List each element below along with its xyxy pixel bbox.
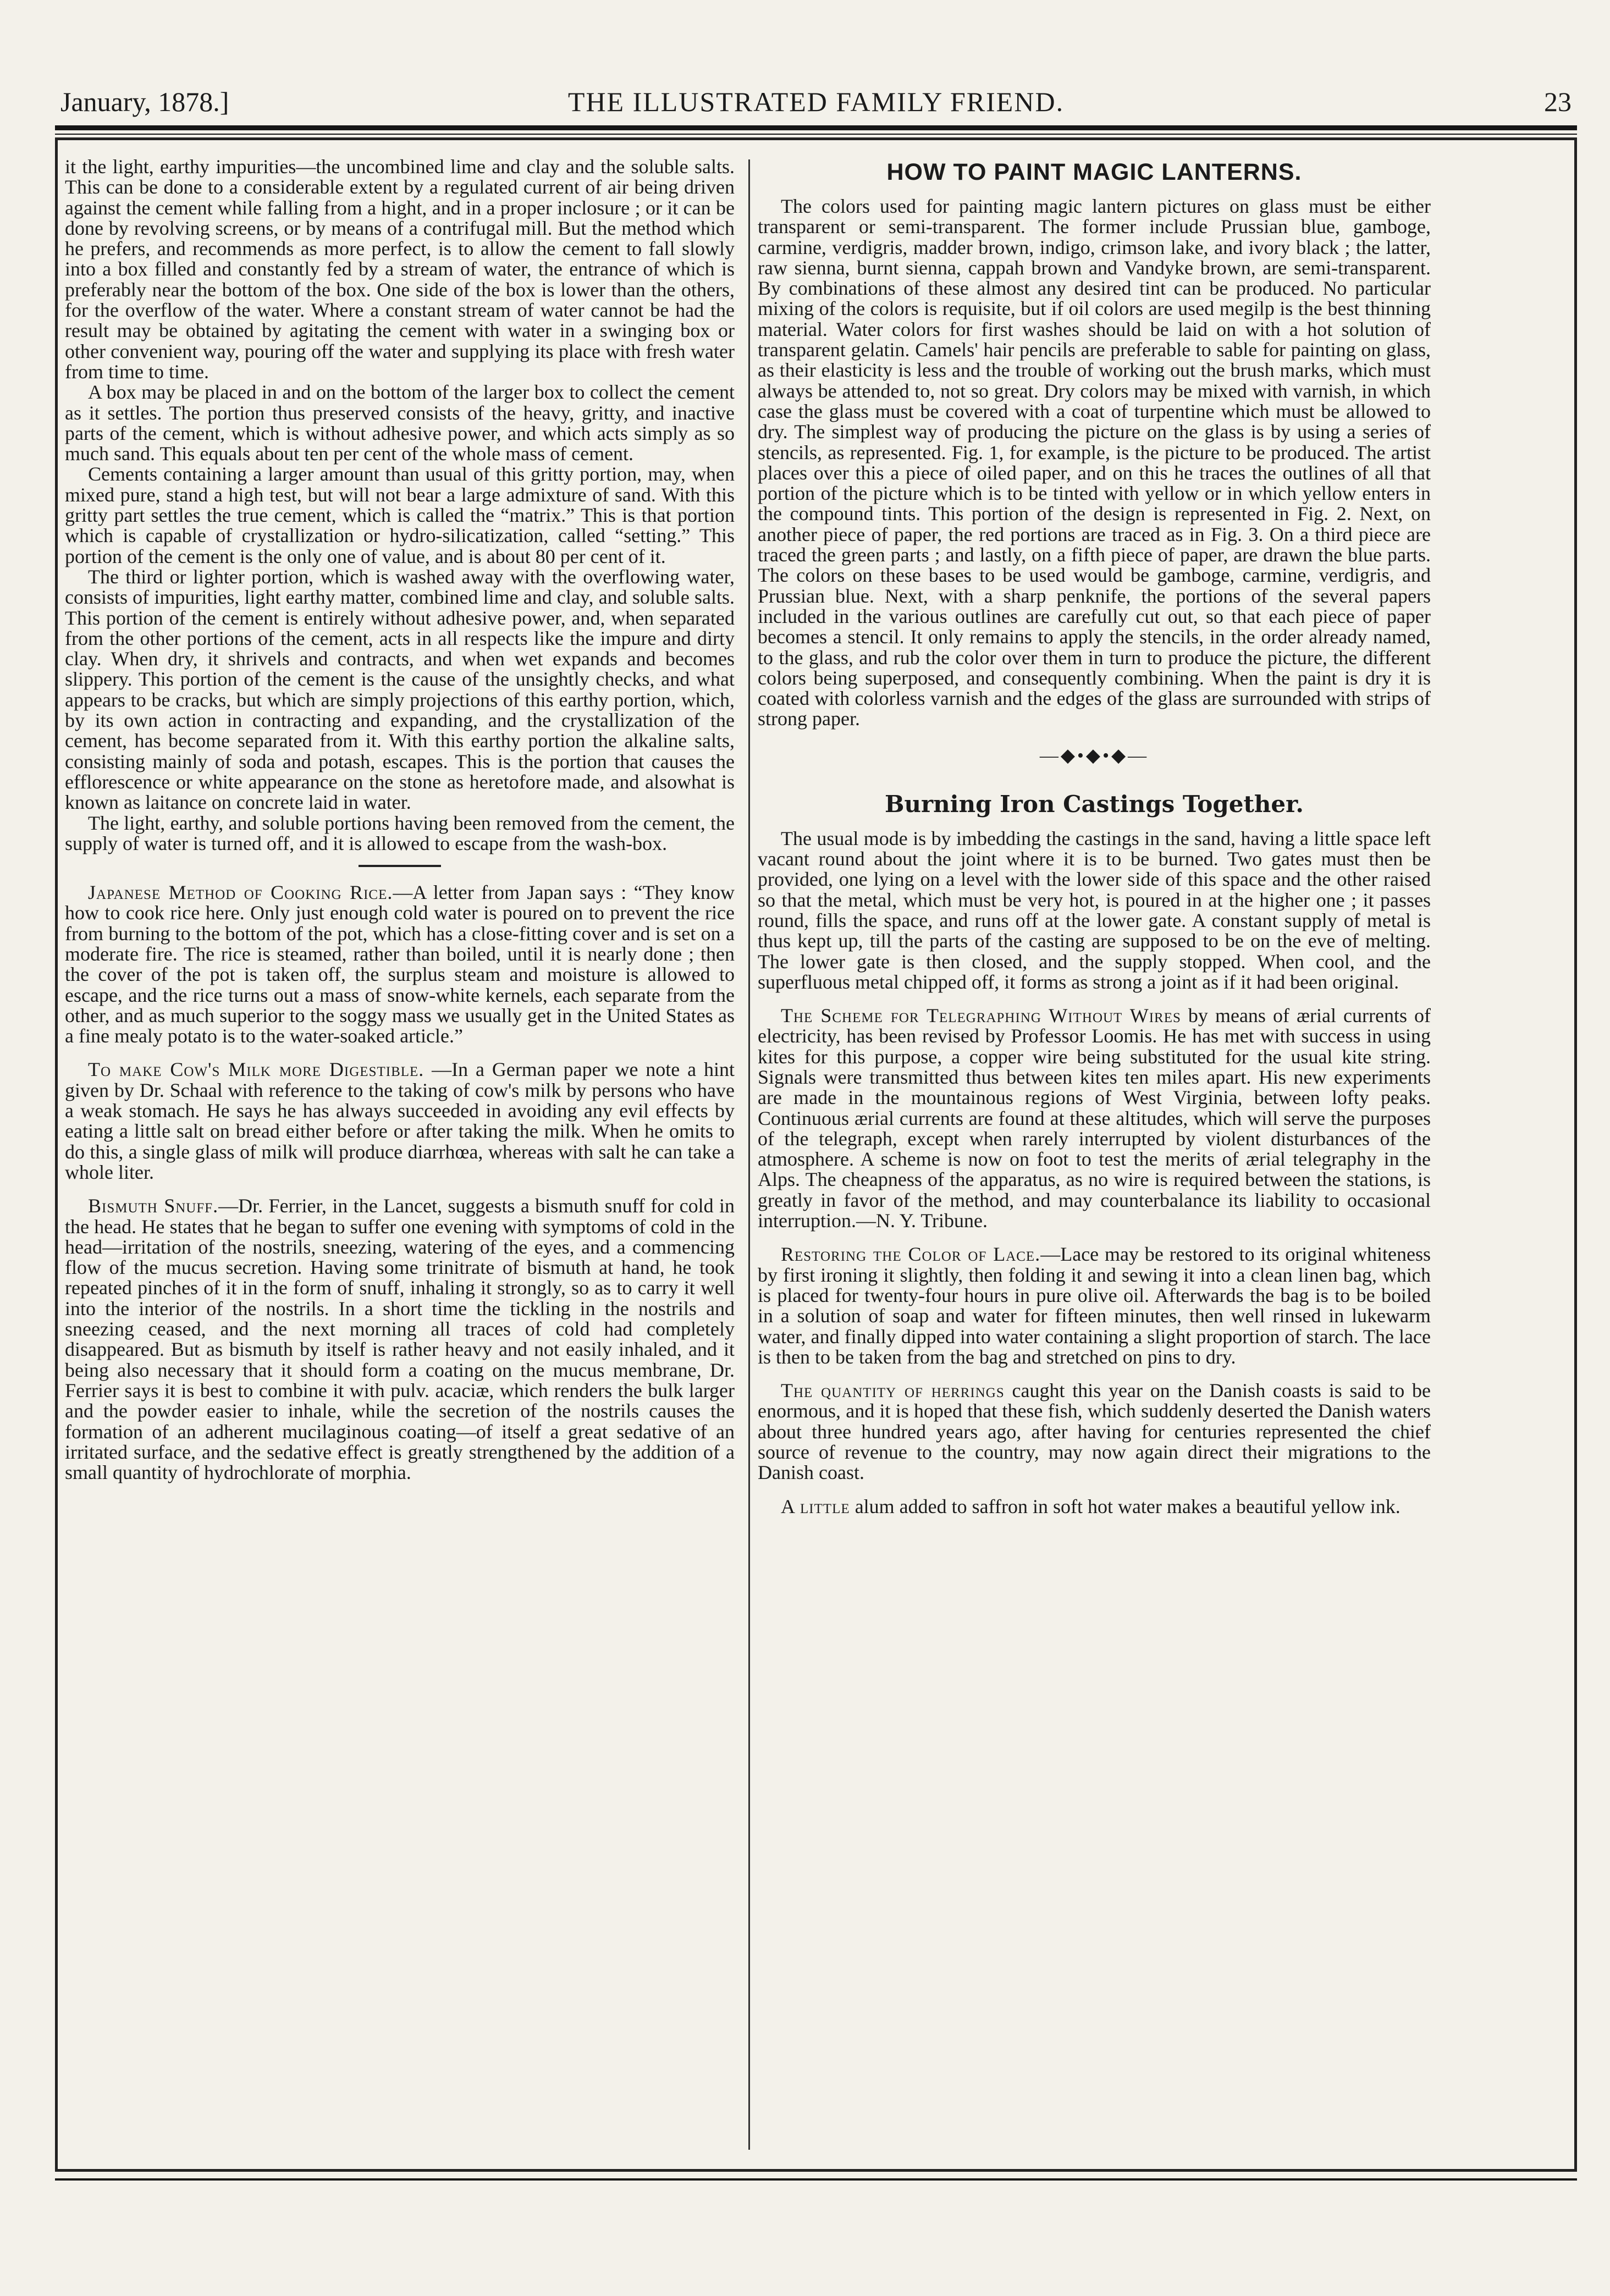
bismuth-article	[65, 1196, 735, 1483]
magic-lantern-heading: HOW TO PAINT MAGIC LANTERNS.	[886, 159, 1302, 185]
ornamental-divider: —◆•◆•◆—	[1039, 745, 1149, 766]
alum-article	[758, 1497, 1431, 1517]
telegraph-title: The Scheme for Telegraphing Without Wires	[781, 1004, 1181, 1027]
footer-rule	[55, 2178, 1577, 2181]
herrings-title: The quantity of herrings	[781, 1379, 1005, 1402]
spacer	[758, 1231, 1431, 1244]
section-divider-rule	[359, 865, 441, 867]
cement-paragraph-2: A box may be placed in and on the bottom of the larger box to collect the cement as it settles. The portion thus preserved consists of the heavy, gritty, and inactive parts of the cement, which is without adhesive power, and which acts simply as so much sand. This equals about ten per cent of the whole mass of cement.	[65, 381, 735, 465]
left-column	[65, 157, 735, 1483]
cement-paragraph-3: Cements containing a larger amount than usual of this gritty portion, may, when mixed pure, stand a high test, but will not bear a large admixture of sand. With this gritty part settles the true cement, which is called the “matrix.” This is that portion which is capable of crystallization or hydro-silicatization, called “setting.” This portion of the cement is the only one of value, and is about 80 per cent of it.	[65, 463, 735, 567]
herrings-article	[758, 1381, 1431, 1483]
telegraph-article	[758, 1006, 1431, 1231]
rice-title: Japanese Method of Cooking Rice.	[88, 881, 393, 904]
right-column	[758, 157, 1431, 1517]
running-head	[60, 82, 1572, 121]
issue-date: January, 1878.]	[60, 86, 229, 117]
bismuth-body: —Dr. Ferrier, in the Lancet, suggests a bismuth snuff for cold in the head. He states that he began to suffer one evening with symptoms of cold in the head—irritation of the nostrils, sneezing, watering of the eyes, and a commencing flow of the mucus secretion. Having some trinitrate of bismuth at hand, he took repeated pinches of it in the form of snuff, inhaling it strongly, so as to carry it well into the interior of the nostrils. In a short time the tickling in the nostrils and sneezing ceased, and the next morning all traces of cold had completely disappeared. But as bismuth by itself is rather heavy and not easily inhaled, and it being also necessary that it should form a coating on the mucus membrane, Dr. Ferrier says it is best to combine it with pulv. acaciæ, which renders the bulk larger and the powder easier to inhale, while the secretion of the nostrils causes the formation of an adherent mucilaginous coating—of itself a great sedative of an irritated surface, and the sedative effect is greatly strengthened by the addition of a small quantity of hydrochlorate of morphia.	[65, 1195, 735, 1484]
magic-lantern-body: The colors used for painting magic lantern pictures on glass must be either transparent or semi-transparent. The former include Prussian blue, gamboge, carmine, verdigris, madder brown, indigo, crimson lake, and ivory black ; the latter, raw sienna, burnt sienna, cappah brown and Vandyke brown, are semi-transparent. By combinations of these almost any desired tint can be produced. No particular mixing of the colors is requisite, but if oil colors are used megilp is the best thinning material. Water colors for first washes should be laid on with a hot solution of transparent gelatin. Camels' hair pencils are preferable to sable for painting on glass, as their elasticity is less and the trouble of working out the brush marks, which must always be attended to, not so great. Dry colors may be mixed with varnish, in which case the glass must be covered with a coat of turpentine which must be allowed to dry. The simplest way of producing the picture on the glass is by using a series of stencils, as represented. Fig. 1, for example, is the picture to be produced. The artist places over this a piece of oiled paper, and on this he traces the outlines of all that portion of the picture which is to be tinted with yellow or in which yellow enters in the compound tints. This portion of the design is represented in Fig. 2. Next, on another piece of paper, the red portions are traced as in Fig. 3. On a third piece are traced the green parts ; and lastly, on a fifth piece of paper, are drawn the blue parts. The colors on these bases to be used would be gamboge, carmine, verdigris, and Prussian blue. Next, with a sharp penknife, the portions of the several papers included in the various outlines are carefully cut out, so that each piece of paper becomes a stencil. It only remains to apply the stencils, in the order already named, to the glass, and rub the color over them in turn to produce the picture, the different colors being superposed, and consequently combining. When the paint is dry it is coated with colorless varnish and the edges of the glass are surrounded with strips of strong paper.	[758, 195, 1431, 730]
lace-article	[758, 1244, 1431, 1367]
lace-body: —Lace may be restored to its original whiteness by first ironing it slightly, then folding it and sewing it into a clean linen bag, which is placed for twenty-four hours in pure olive oil. Afterwards the bag is to be boiled in a solution of soap and water for fifteen minutes, then well rinsed in lukewarm water, and finally dipped into water containing a slight proportion of starch. The lace is then to be taken from the bag and stretched on pins to dry.	[758, 1243, 1431, 1368]
cement-paragraph-4: The third or lighter portion, which is washed away with the overflowing water, consists of impurities, light earthy matter, combined lime and clay, and soluble salts. This portion of the cement is entirely without adhesive power, and, when separated from the other portions of the cement, acts in all respects like the impure and dirty clay. When dry, it shrivels and contracts, and when wet expands and becomes slippery. This portion of the cement is the cause of the unsightly checks, and what appears to be cracks, but which are simply projections of this earthy portion, which, by its own action in contracting and expanding, and the crystallization of the cement, has become separated from it. With this earthy portion the alkaline salts, consisting mainly of soda and potash, escapes. This is the portion that causes the efflorescence or white appearance on the stone as heretofore made, and alsowhat is known as laitance on concrete laid in water.	[65, 565, 735, 814]
page-number: 23	[1544, 86, 1572, 117]
milk-body: —In a German paper we note a hint given by Dr. Schaal with reference to the taking of cow's milk by persons who have a weak stomach. He says he has always succeeded in avoiding any evil effects by eating a little salt on bread either before or after taking the milk. When he omits to do this, a single glass of milk will produce diarrhœa, whereas with salt he can take a whole liter.	[65, 1058, 735, 1183]
lace-title: Restoring the Color of Lace.	[781, 1243, 1041, 1266]
alum-title: A little	[781, 1495, 850, 1517]
burning-castings-body: The usual mode is by imbedding the castings in the sand, having a little space left vacant round about the joint where it is to be burned. Two gates must then be provided, one lying on a level with the lower side of this space and the other raised so that the metal, which must be very hot, is poured in at the higher one ; it passes round, fills the space, and runs off at the lower gate. A constant supply of metal is thus kept up, till the parts of the casting are supposed to be on the eve of melting. The lower gate is then closed, and the supply stopped. When cool, and the superfluous metal chipped off, it forms as strong a joint as if it had been original.	[758, 827, 1431, 993]
cement-paragraph-5: The light, earthy, and soluble portions having been removed from the cement, the supply of water is turned off, and it is allowed to escape from the wash-box.	[65, 812, 735, 854]
burning-castings-heading: Burning Iron Castings Together.	[884, 790, 1304, 818]
column-divider	[748, 159, 750, 2150]
header-rule-thick	[55, 125, 1577, 130]
spacer	[65, 1183, 735, 1196]
cement-article	[65, 157, 735, 854]
milk-title: To make Cow's Milk more Digestible.	[88, 1058, 424, 1081]
rice-article	[65, 882, 735, 1046]
spacer	[758, 992, 1431, 1006]
alum-body: alum added to saffron in soft hot water makes a beautiful yellow ink.	[850, 1495, 1401, 1517]
milk-article	[65, 1059, 735, 1183]
herrings-body: caught this year on the Danish coasts is said to be enormous, and it is hoped that these fish, which suddenly deserted the Danish waters about three hundred years ago, after having for centuries represented the chief source of revenue to the country, may now again direct their migrations to the Danish coast.	[758, 1379, 1431, 1484]
bismuth-title: Bismuth Snuff.	[88, 1195, 219, 1217]
spacer	[758, 1483, 1431, 1497]
rice-body: —A letter from Japan says : “They know how to cook rice here. Only just enough cold water is poured on to prevent the rice from burning to the bottom of the pot, which has a close-fitting cover and is set on a moderate fire. The rice is steamed, rather than boiled, until it is nearly done ; then the cover of the pot is taken off, the surplus steam and moisture is allowed to escape, and the rice turns out a mass of snow-white kernels, each separate from the other, and as much superior to the soggy mass we usually get in the United States as a fine mealy potato is to the water-soaked article.”	[65, 881, 735, 1047]
header-rule-thin	[55, 134, 1577, 135]
telegraph-body: by means of ærial currents of electricity, has been revised by Professor Loomis. He has met with success in using kites for this purpose, a copper wire being substituted for the usual kite string. Signals were transmitted thus between kites ten miles apart. His new experiments are made in the mountainous regions of West Virginia, between lofty peaks. Continuous ærial currents are found at these altitudes, which will serve the purposes of the telegraph, except when rarely interrupted by violent disturbances of the atmosphere. A scheme is now on foot to test the merits of ærial telegraphy in the Alps. The cheapness of the apparatus, as no wire is required between the stations, is greatly in favor of the method, and may counterbalance its liability to occasional interruption.—N. Y. Tribune.	[758, 1004, 1431, 1232]
publication-title: THE ILLUSTRATED FAMILY FRIEND.	[567, 86, 1065, 117]
spacer	[65, 1046, 735, 1059]
cement-paragraph-1: it the light, earthy impurities—the uncombined lime and clay and the soluble salts. This can be done to a considerable extent by a regulated current of air being driven against the cement while falling from a hight, and in a proper inclosure ; or it can be done by revolving screens, or by means of a contrifugal mill. But the method which he prefers, and recommends as more perfect, is to allow the cement to fall slowly into a box filled and constantly fed by a stream of water, the entrance of which is preferably near the bottom of the box. One side of the box is lower than the others, for the overflow of the water. Where a constant stream of water cannot be had the result may be obtained by agitating the cement with water in a swinging box or other convenient way, pouring off the water and supplying its place with fresh water from time to time.	[65, 156, 735, 383]
spacer	[758, 1367, 1431, 1381]
